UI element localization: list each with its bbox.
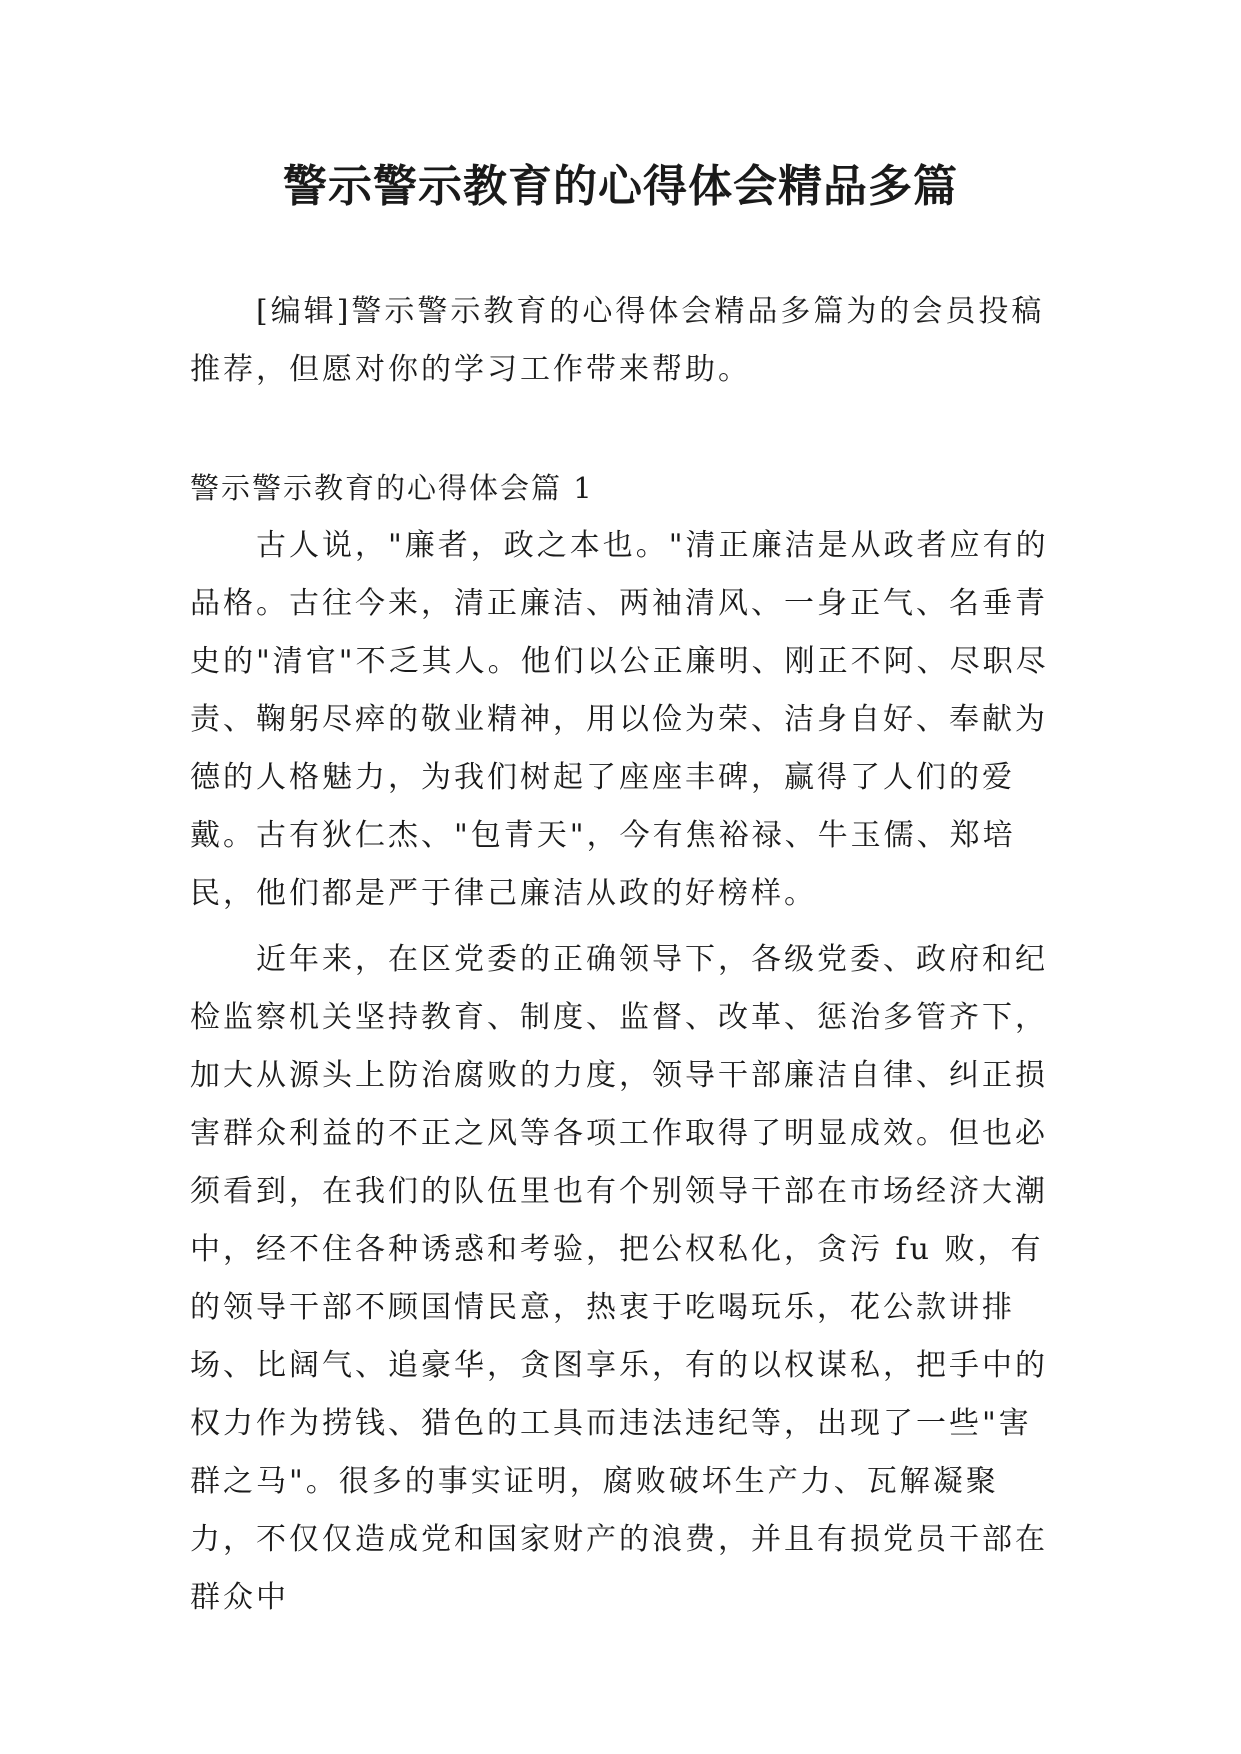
paragraph-gap <box>190 923 1050 931</box>
intro-paragraph: [编辑]警示警示教育的心得体会精品多篇为的会员投稿推荐，但愿对你的学习工作带来帮助。 <box>190 294 1045 387</box>
body-paragraph-2: 近年来，在区党委的正确领导下，各级党委、政府和纪检监察机关坚持教育、制度、监督、改革、惩治多管齐下，加大从源头上防治腐败的力度，领导干部廉洁自律、纠正损害群众利益的不正之风等各项工作取得了明显成效。但也必须看到，在我们的队伍里也有个别领导干部在市场经济大潮中，经不住各种诱惑和考验，把公权私化，贪污 fu 败，有的领导干部不顾国情民意，热衷于吃喝玩乐，花公款讲排场、比阔气、追豪华，贪图享乐，有的以权谋私，把手中的权力作为捞钱、猎色的工具而违法违纪等，出现了一些"害群之马"。很多的事实证明，腐败破坏生产力、瓦解凝聚力，不仅仅造成党和国家财产的浪费，并且有损党员干部在群众中 <box>190 942 1048 1615</box>
section-heading: 警示警示教育的心得体会篇 1 <box>190 471 594 505</box>
body-paragraph-1: 古人说，"廉者，政之本也。"清正廉洁是从政者应有的品格。古往今来，清正廉洁、两袖清风、一身正气、名垂青史的"清官"不乏其人。他们以公正廉明、刚正不阿、尽职尽责、鞠躬尽瘁的敬业精神，用以俭为荣、洁身自好、奉献为德的人格魅力，为我们树起了座座丰碑，赢得了人们的爱戴。古有狄仁杰、"包青天"，今有焦裕禄、牛玉儒、郑培民，他们都是严于律己廉洁从政的好榜样。 <box>190 528 1049 911</box>
document-title: 警示警示教育的心得体会精品多篇 <box>283 161 958 212</box>
document-body <box>190 283 1050 1627</box>
